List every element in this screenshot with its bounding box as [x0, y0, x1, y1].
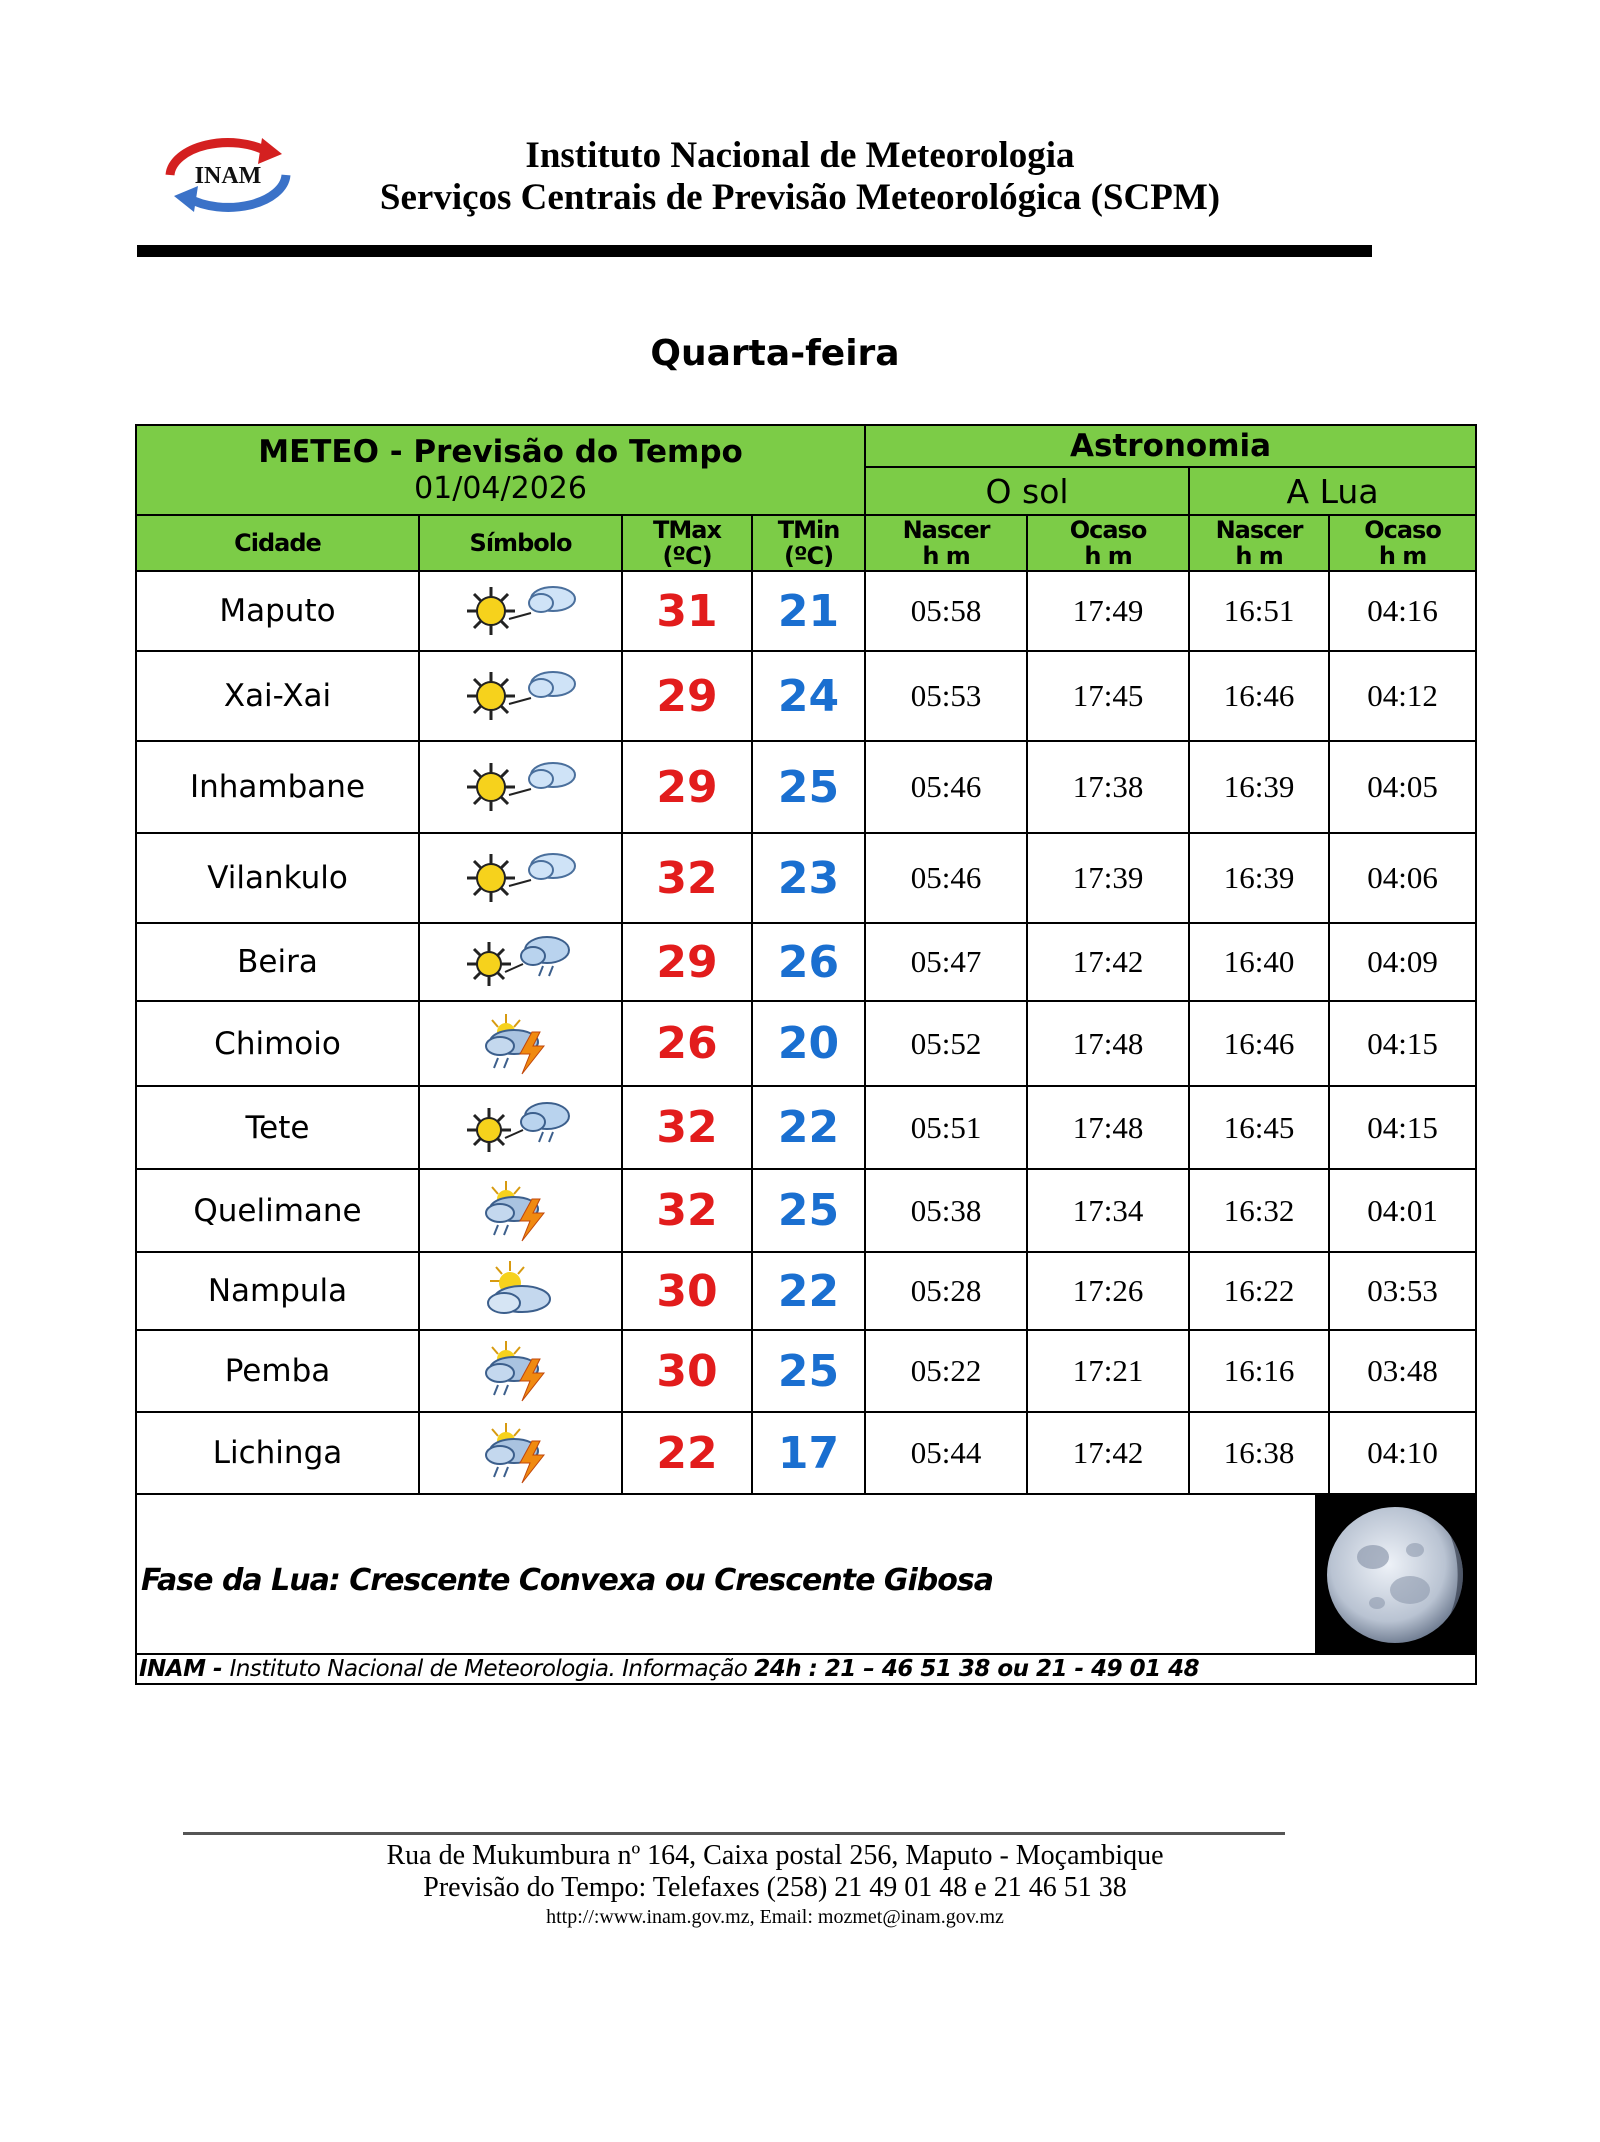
sun-rise-cell: 05:22 — [865, 1330, 1027, 1412]
sun-rise-cell: 05:58 — [865, 571, 1027, 651]
table-row — [136, 923, 1476, 1001]
tmax-cell: 32 — [622, 833, 752, 923]
tmin-cell: 26 — [752, 923, 865, 1001]
sun-set-cell: 17:48 — [1027, 1001, 1189, 1086]
sun-set-cell: 17:39 — [1027, 833, 1189, 923]
tmin-cell: 25 — [752, 1169, 865, 1252]
col-moon-set-label: Ocaso — [1364, 516, 1441, 544]
header-rule — [137, 245, 1372, 257]
sun-cloud-icon — [419, 741, 622, 833]
thunderstorm-icon — [419, 1330, 622, 1412]
meteo-title: METEO - Previsão do Tempo — [258, 434, 743, 470]
table-row — [136, 1252, 1476, 1330]
sun-rise-cell: 05:44 — [865, 1412, 1027, 1494]
moon-rise-cell: 16:32 — [1189, 1169, 1329, 1252]
col-moon-rise-unit: h m — [1235, 542, 1283, 570]
moon-rise-cell: 16:16 — [1189, 1330, 1329, 1412]
sun-cloud-rain-icon — [419, 923, 622, 1001]
sun-rise-cell: 05:28 — [865, 1252, 1027, 1330]
footer-web: http://:www.inam.gov.mz, Email: mozmet@inam.gov.mz — [546, 1906, 1004, 1928]
tmax-cell: 31 — [622, 571, 752, 651]
city-cell: Lichinga — [136, 1412, 419, 1494]
moon-set-cell: 04:12 — [1329, 651, 1476, 741]
col-tmin — [752, 515, 865, 571]
thunderstorm-icon — [419, 1412, 622, 1494]
astronomy-header: Astronomia — [865, 425, 1476, 467]
info-line — [136, 1654, 1476, 1684]
col-tmax-label: TMax — [653, 516, 721, 544]
col-sun-rise — [865, 515, 1027, 571]
col-sun-rise-unit: h m — [922, 542, 970, 570]
moon-rise-cell: 16:22 — [1189, 1252, 1329, 1330]
institute-name: Instituto Nacional de Meteorologia — [525, 135, 1075, 176]
moon-header: A Lua — [1189, 467, 1476, 515]
moon-set-cell: 04:05 — [1329, 741, 1476, 833]
svg-text:INAM: INAM — [194, 163, 262, 189]
sun-set-cell: 17:26 — [1027, 1252, 1189, 1330]
city-cell: Chimoio — [136, 1001, 419, 1086]
moon-set-cell: 03:53 — [1329, 1252, 1476, 1330]
sun-rise-cell: 05:53 — [865, 651, 1027, 741]
sun-rise-cell: 05:52 — [865, 1001, 1027, 1086]
institute-header — [300, 135, 1300, 219]
col-sun-set-unit: h m — [1084, 542, 1132, 570]
tmax-cell: 30 — [622, 1330, 752, 1412]
city-cell: Pemba — [136, 1330, 419, 1412]
col-tmax — [622, 515, 752, 571]
forecast-table — [135, 424, 1477, 1685]
moon-rise-cell: 16:46 — [1189, 1001, 1329, 1086]
city-cell: Tete — [136, 1086, 419, 1169]
sun-set-cell: 17:45 — [1027, 651, 1189, 741]
sun-rise-cell: 05:46 — [865, 833, 1027, 923]
table-row — [136, 1001, 1476, 1086]
table-row — [136, 741, 1476, 833]
service-name: Serviços Centrais de Previsão Meteorológica (SCPM) — [379, 177, 1221, 218]
sun-rise-cell: 05:51 — [865, 1086, 1027, 1169]
partly-cloudy-icon — [419, 1252, 622, 1330]
tmin-cell: 22 — [752, 1252, 865, 1330]
moon-rise-cell: 16:39 — [1189, 833, 1329, 923]
moon-set-cell: 04:06 — [1329, 833, 1476, 923]
table-row — [136, 651, 1476, 741]
col-sun-set — [1027, 515, 1189, 571]
sun-cloud-icon — [419, 833, 622, 923]
sun-cloud-icon — [419, 571, 622, 651]
city-cell: Beira — [136, 923, 419, 1001]
col-city: Cidade — [136, 515, 419, 571]
city-cell: Quelimane — [136, 1169, 419, 1252]
moon-rise-cell: 16:38 — [1189, 1412, 1329, 1494]
tmin-cell: 25 — [752, 741, 865, 833]
info-text: Instituto Nacional de Meteorologia. Informação — [229, 1656, 755, 1682]
table-row — [136, 833, 1476, 923]
tmin-cell: 17 — [752, 1412, 865, 1494]
table-row — [136, 1412, 1476, 1494]
sun-set-cell: 17:48 — [1027, 1086, 1189, 1169]
sun-set-cell: 17:38 — [1027, 741, 1189, 833]
moon-set-cell: 04:16 — [1329, 571, 1476, 651]
moon-set-cell: 04:15 — [1329, 1001, 1476, 1086]
footer-phones: Previsão do Tempo: Telefaxes (258) 21 49 01 48 e 21 46 51 38 — [423, 1872, 1127, 1903]
moon-set-cell: 04:15 — [1329, 1086, 1476, 1169]
col-symbol: Símbolo — [419, 515, 622, 571]
table-row — [136, 1330, 1476, 1412]
sun-set-cell: 17:21 — [1027, 1330, 1189, 1412]
sun-set-cell: 17:42 — [1027, 923, 1189, 1001]
moon-rise-cell: 16:51 — [1189, 571, 1329, 651]
sun-set-cell: 17:49 — [1027, 571, 1189, 651]
sun-cloud-rain-icon — [419, 1086, 622, 1169]
col-moon-rise-label: Nascer — [1215, 516, 1303, 544]
tmin-cell: 24 — [752, 651, 865, 741]
col-moon-rise — [1189, 515, 1329, 571]
col-tmax-unit: (ºC) — [662, 542, 712, 570]
city-cell: Maputo — [136, 571, 419, 651]
sun-rise-cell: 05:38 — [865, 1169, 1027, 1252]
tmax-cell: 26 — [622, 1001, 752, 1086]
sun-set-cell: 17:42 — [1027, 1412, 1189, 1494]
city-cell: Nampula — [136, 1252, 419, 1330]
tmax-cell: 32 — [622, 1169, 752, 1252]
moon-image — [1315, 1495, 1475, 1655]
day-title: Quarta-feira — [650, 333, 900, 374]
table-row — [136, 1086, 1476, 1169]
tmin-cell: 21 — [752, 571, 865, 651]
moon-phase-text: Fase da Lua: Crescente Convexa ou Crescente Gibosa — [141, 1563, 993, 1598]
inam-logo — [158, 130, 298, 220]
tmax-cell: 22 — [622, 1412, 752, 1494]
sun-header: O sol — [865, 467, 1189, 515]
footer-rule — [183, 1832, 1285, 1835]
table-row — [136, 571, 1476, 651]
forecast-date: 01/04/2026 — [414, 471, 587, 506]
moon-rise-cell: 16:46 — [1189, 651, 1329, 741]
col-moon-set — [1329, 515, 1476, 571]
thunderstorm-icon — [419, 1001, 622, 1086]
tmax-cell: 29 — [622, 741, 752, 833]
moon-rise-cell: 16:40 — [1189, 923, 1329, 1001]
info-org: INAM - — [139, 1656, 230, 1682]
footer-address: Rua de Mukumbura nº 164, Caixa postal 256, Maputo - Moçambique — [386, 1840, 1164, 1871]
col-tmin-label: TMin — [777, 516, 840, 544]
tmax-cell: 32 — [622, 1086, 752, 1169]
city-cell: Vilankulo — [136, 833, 419, 923]
moon-set-cell: 04:01 — [1329, 1169, 1476, 1252]
col-moon-set-unit: h m — [1378, 542, 1427, 570]
tmin-cell: 23 — [752, 833, 865, 923]
tmin-cell: 20 — [752, 1001, 865, 1086]
sun-set-cell: 17:34 — [1027, 1169, 1189, 1252]
moon-rise-cell: 16:39 — [1189, 741, 1329, 833]
moon-phase-cell — [136, 1494, 1476, 1654]
col-sun-set-label: Ocaso — [1069, 516, 1147, 544]
tmax-cell: 29 — [622, 923, 752, 1001]
table-row — [136, 1169, 1476, 1252]
meteo-header-cell — [136, 425, 865, 515]
city-cell: Xai-Xai — [136, 651, 419, 741]
tmax-cell: 29 — [622, 651, 752, 741]
moon-set-cell: 04:09 — [1329, 923, 1476, 1001]
thunderstorm-icon — [419, 1169, 622, 1252]
tmin-cell: 22 — [752, 1086, 865, 1169]
moon-set-cell: 03:48 — [1329, 1330, 1476, 1412]
tmin-cell: 25 — [752, 1330, 865, 1412]
moon-rise-cell: 16:45 — [1189, 1086, 1329, 1169]
col-tmin-unit: (ºC) — [783, 542, 834, 570]
info-phone: 24h : 21 – 46 51 38 ou 21 - 49 01 48 — [754, 1656, 1200, 1682]
tmax-cell: 30 — [622, 1252, 752, 1330]
sun-rise-cell: 05:47 — [865, 923, 1027, 1001]
sun-cloud-icon — [419, 651, 622, 741]
moon-set-cell: 04:10 — [1329, 1412, 1476, 1494]
col-sun-rise-label: Nascer — [902, 516, 990, 544]
sun-rise-cell: 05:46 — [865, 741, 1027, 833]
city-cell: Inhambane — [136, 741, 419, 833]
